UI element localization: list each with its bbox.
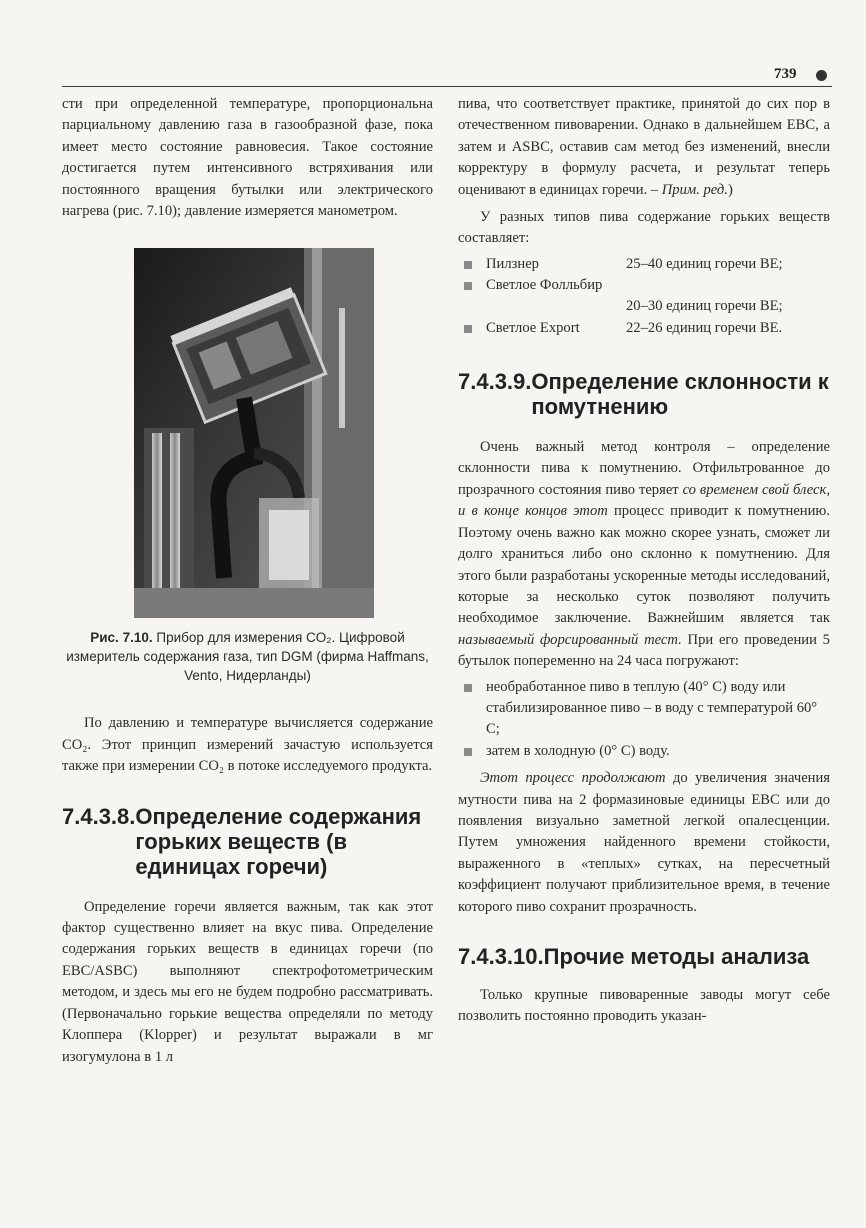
- paragraph: По давлению и температуре вычисляется содержание CO₂. Этот принцип измерений зачастую используется также при измерении CO₂ в потоке исследуемого продукта.: [62, 715, 433, 775]
- paragraph: Только крупные пивоваренные заводы могут себе позволить постоянно проводить указан-: [458, 987, 830, 1025]
- section-title: Определение склонности к помутнению: [531, 369, 829, 420]
- beer-value: 25–40 единиц горечи BE;: [626, 255, 783, 272]
- list-item: [458, 677, 830, 741]
- list-item: [458, 741, 830, 762]
- section-number: 7.4.3.9.: [458, 369, 532, 395]
- paragraph: [458, 437, 830, 672]
- beer-value: 20–30 единиц горечи BE;: [626, 298, 783, 315]
- section-number: 7.4.3.10.: [458, 944, 544, 969]
- beer-name: Пилзнер: [486, 255, 539, 272]
- list-item: [458, 275, 830, 317]
- editor-note: Прим. ред.: [661, 181, 728, 198]
- left-column: [62, 94, 433, 1068]
- emphasis-text: Этот процесс продолжают: [480, 770, 666, 787]
- beer-value: 22–26 единиц горечи BE.: [626, 319, 783, 336]
- section-title: Прочие методы анализа: [543, 944, 810, 969]
- figure-caption: [62, 628, 433, 685]
- page-marker-icon: [816, 70, 827, 81]
- figure-caption-text: Прибор для измерения CO₂. Цифровой измеритель содержания газа, тип DGM (фирма Haffmans, Vento, Нидерланды): [66, 630, 429, 684]
- emphasis-text: называемый форсированный тест.: [458, 631, 682, 648]
- figure-co2-device: [134, 248, 374, 618]
- paragraph: У разных типов пива содержание горьких веществ составляет:: [458, 209, 830, 247]
- list-item: [458, 318, 830, 339]
- beer-name: Светлое Фолльбир: [486, 277, 603, 294]
- right-column: [458, 94, 830, 1028]
- paragraph-text: процесс приводит к помутнению. Поэтому очень важно как можно скорее узнать, сможет ли долго храниться либо оно склонно к помутнению. Для этого были разработаны ускоренные методы исследований, которые за несколько суток позволяют получить необходимое заключение. Важнейшим является так: [458, 503, 830, 627]
- list-item-text: необработанное пиво в теплую (40° С) воду или стабилизированное пиво – в воду с температурой 60° С;: [486, 678, 818, 738]
- figure-label: Рис. 7.10.: [90, 630, 153, 646]
- header-rule: [62, 86, 832, 87]
- paragraph-text: При его проведении 5 бутылок попеременно на 24 часа погружают:: [458, 631, 830, 670]
- paragraph: Определение горечи является важным, так как этот фактор существенно влияет на вкус пива. Определение содержания горьких веществ в единицах горечи (по EBC/ASBC) выполняют спектрофотометрическим методом, и здесь мы его не будем подробно рассматривать. (Первоначально горькие вещества определяли по методу Клоппера (Klopper) и результат выражали в мг изогумулона в 1 л: [62, 898, 433, 1065]
- paragraph: [458, 768, 830, 918]
- test-procedure-list: [458, 677, 830, 763]
- paragraph-text: до увеличения значения мутности пива на 2 формазиновые единицы EBC или до появления визуально заметной легкой опалесценции. Путем умножения найденного времени стойкости, выраженного в «теплых» сутках, на пересчетный коэффициент получают приблизительное время, в течение которого пиво сохранит прозрачность.: [458, 770, 830, 915]
- section-heading-7-4-3-10: [458, 944, 830, 969]
- co2-device-photo: [134, 248, 374, 618]
- paragraph: пива, что соответствует практике, принятой до сих пор в отечественном пивоварении. Однако в дальнейшем EBC, а затем и ASBC, оставив сам метод без изменений, внесли корректуру в формулу расчета, и результат теперь оценивают в единицах горечи. – Прим. ред.): [458, 96, 830, 198]
- paragraph-text: пива, что соответствует практике, принятой до сих пор в отечественном пивоварении. Однако в дальнейшем EBC, а затем и ASBC, оставив сам метод без изменений, внесли корректуру в формулу расчета, и результат теперь оценивают в единицах горечи. –: [458, 96, 830, 198]
- paragraph: сти при определенной температуре, пропорциональна парциальному давлению газа в газообразной фазе, пока имеет место состояние равновесия. Такое состояние достигается путем интенсивного встряхивания или постоянного вращения бутылки или электрического нагрева (рис. 7.10); давление измеряется манометром.: [62, 96, 433, 220]
- section-heading-7-4-3-8: [62, 804, 433, 879]
- section-heading-7-4-3-9: [458, 369, 830, 419]
- section-title: Определение содержания горьких веществ (в единицах горечи): [135, 803, 422, 879]
- page-number: 739: [774, 66, 797, 82]
- paragraph-text: Очень важный метод контроля – определение склонности пива к помутнению. Отфильтрованное до прозрачного состояния пиво теряет: [458, 439, 830, 498]
- section-number: 7.4.3.8.: [62, 803, 136, 829]
- emphasis-text: со временем свой блеск, и в конце концов этот: [458, 481, 830, 520]
- list-item: [458, 254, 830, 275]
- beer-name: Светлое Export: [486, 319, 580, 336]
- list-item-text: затем в холодную (0° С) воду.: [486, 742, 670, 759]
- beer-bitterness-list: [458, 254, 830, 339]
